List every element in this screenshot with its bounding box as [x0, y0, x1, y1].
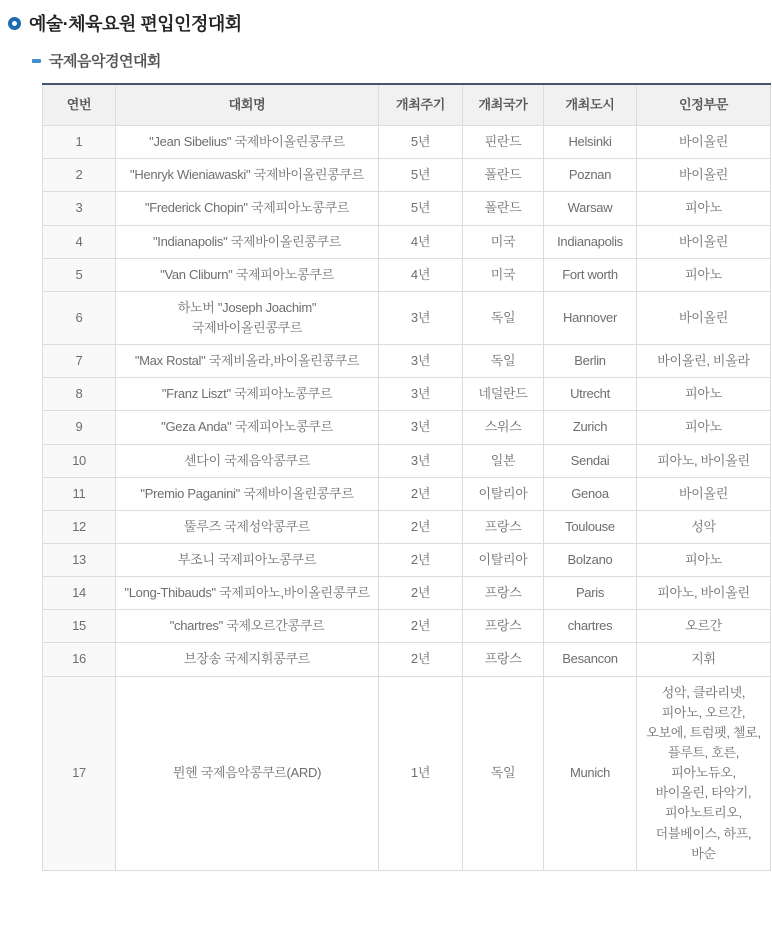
cell-cycle: 4년 [379, 258, 463, 291]
cell-host-country: 핀란드 [463, 126, 544, 159]
cell-no: 5 [43, 258, 116, 291]
table-row [43, 225, 771, 258]
cell-recognized-field: 피아노 [637, 543, 771, 576]
cell-competition-name: "Indianapolis" 국제바이올린콩쿠르 [116, 225, 379, 258]
table-row [43, 126, 771, 159]
cell-recognized-field: 피아노 [637, 378, 771, 411]
table-row [43, 345, 771, 378]
table-row [43, 444, 771, 477]
cell-competition-name: 부조니 국제피아노콩쿠르 [116, 543, 379, 576]
cell-host-country: 프랑스 [463, 610, 544, 643]
cell-host-country: 폴란드 [463, 192, 544, 225]
cell-cycle: 5년 [379, 159, 463, 192]
cell-recognized-field: 성악 [637, 510, 771, 543]
cell-cycle: 3년 [379, 378, 463, 411]
cell-host-city: Warsaw [544, 192, 637, 225]
cell-no: 14 [43, 577, 116, 610]
section-title-row [0, 0, 772, 36]
cell-no: 9 [43, 411, 116, 444]
competitions-table [42, 83, 771, 871]
cell-cycle: 2년 [379, 610, 463, 643]
cell-host-city: Helsinki [544, 126, 637, 159]
table-body [43, 126, 771, 871]
cell-competition-name: "Long-Thibauds" 국제피아노,바이올린콩쿠르 [116, 577, 379, 610]
table-row [43, 543, 771, 576]
subsection-title: 국제음악경연대회 [49, 53, 161, 70]
cell-no: 17 [43, 676, 116, 870]
cell-host-country: 이탈리아 [463, 477, 544, 510]
cell-no: 10 [43, 444, 116, 477]
cell-no: 12 [43, 510, 116, 543]
table-row [43, 411, 771, 444]
cell-recognized-field: 바이올린 [637, 126, 771, 159]
cell-competition-name: "Geza Anda" 국제피아노콩쿠르 [116, 411, 379, 444]
cell-cycle: 3년 [379, 345, 463, 378]
cell-competition-name: "chartres" 국제오르간콩쿠르 [116, 610, 379, 643]
cell-host-city: Utrecht [544, 378, 637, 411]
cell-host-city: Hannover [544, 291, 637, 344]
cell-host-city: Zurich [544, 411, 637, 444]
cell-host-city: Genoa [544, 477, 637, 510]
cell-competition-name: 뮌헨 국제음악콩쿠르(ARD) [116, 676, 379, 870]
page-title: 예술·체육요원 편입인정대회 [29, 14, 242, 34]
cell-competition-name: 하노버 "Joseph Joachim" 국제바이올린콩쿠르 [116, 291, 379, 344]
cell-recognized-field: 피아노 [637, 192, 771, 225]
cell-recognized-field: 피아노, 바이올린 [637, 577, 771, 610]
cell-recognized-field: 바이올린, 비올라 [637, 345, 771, 378]
table-row [43, 676, 771, 870]
cell-host-city: Paris [544, 577, 637, 610]
cell-host-country: 독일 [463, 345, 544, 378]
column-header-recognized-field: 인정부문 [637, 84, 771, 126]
competitions-table-wrap [42, 83, 770, 871]
cell-host-country: 네덜란드 [463, 378, 544, 411]
table-row [43, 291, 771, 344]
cell-host-city: Besancon [544, 643, 637, 676]
table-row [43, 477, 771, 510]
cell-recognized-field: 지휘 [637, 643, 771, 676]
cell-competition-name: 브장송 국제지휘콩쿠르 [116, 643, 379, 676]
cell-recognized-field: 피아노 [637, 411, 771, 444]
cell-no: 6 [43, 291, 116, 344]
cell-host-country: 독일 [463, 291, 544, 344]
circle-bullet-icon [8, 17, 21, 30]
cell-recognized-field: 피아노 [637, 258, 771, 291]
cell-host-city: Poznan [544, 159, 637, 192]
cell-cycle: 2년 [379, 643, 463, 676]
cell-host-country: 프랑스 [463, 643, 544, 676]
cell-competition-name: 센다이 국제음악콩쿠르 [116, 444, 379, 477]
table-header-row [43, 84, 771, 126]
cell-host-city: Fort worth [544, 258, 637, 291]
cell-cycle: 2년 [379, 543, 463, 576]
cell-competition-name: 뚤루즈 국제성악콩쿠르 [116, 510, 379, 543]
column-header-cycle: 개최주기 [379, 84, 463, 126]
cell-cycle: 3년 [379, 291, 463, 344]
cell-recognized-field: 성악, 클라리넷, 피아노, 오르간, 오보에, 트럼펫, 첼로, 플루트, 호른, 피아노듀오, 바이올린, 타악기, 피아노트리오, 더블베이스, 하프, 바순 [637, 676, 771, 870]
cell-cycle: 1년 [379, 676, 463, 870]
cell-no: 3 [43, 192, 116, 225]
cell-cycle: 3년 [379, 411, 463, 444]
table-row [43, 577, 771, 610]
cell-cycle: 5년 [379, 126, 463, 159]
cell-competition-name: "Henryk Wieniawaski" 국제바이올린콩쿠르 [116, 159, 379, 192]
cell-competition-name: "Franz Liszt" 국제피아노콩쿠르 [116, 378, 379, 411]
cell-host-city: Toulouse [544, 510, 637, 543]
cell-host-country: 프랑스 [463, 577, 544, 610]
cell-host-country: 폴란드 [463, 159, 544, 192]
table-row [43, 510, 771, 543]
cell-host-country: 프랑스 [463, 510, 544, 543]
column-header-competition-name: 대회명 [116, 84, 379, 126]
cell-no: 8 [43, 378, 116, 411]
column-header-host-city: 개최도시 [544, 84, 637, 126]
cell-competition-name: "Max Rostal" 국제비올라,바이올린콩쿠르 [116, 345, 379, 378]
cell-recognized-field: 바이올린 [637, 477, 771, 510]
cell-host-city: Bolzano [544, 543, 637, 576]
cell-cycle: 3년 [379, 444, 463, 477]
cell-cycle: 2년 [379, 477, 463, 510]
cell-host-city: Sendai [544, 444, 637, 477]
table-row [43, 378, 771, 411]
table-row [43, 192, 771, 225]
cell-no: 1 [43, 126, 116, 159]
cell-recognized-field: 바이올린 [637, 159, 771, 192]
cell-cycle: 4년 [379, 225, 463, 258]
cell-recognized-field: 바이올린 [637, 291, 771, 344]
cell-host-country: 스위스 [463, 411, 544, 444]
table-row [43, 643, 771, 676]
subsection-title-row [0, 36, 772, 71]
table-row [43, 258, 771, 291]
cell-host-country: 미국 [463, 258, 544, 291]
cell-recognized-field: 오르간 [637, 610, 771, 643]
cell-host-city: chartres [544, 610, 637, 643]
cell-competition-name: "Premio Paganini" 국제바이올린콩쿠르 [116, 477, 379, 510]
table-row [43, 610, 771, 643]
cell-no: 7 [43, 345, 116, 378]
cell-cycle: 2년 [379, 577, 463, 610]
cell-no: 16 [43, 643, 116, 676]
cell-no: 4 [43, 225, 116, 258]
cell-host-city: Indianapolis [544, 225, 637, 258]
cell-host-city: Munich [544, 676, 637, 870]
cell-host-city: Berlin [544, 345, 637, 378]
cell-recognized-field: 바이올린 [637, 225, 771, 258]
cell-no: 13 [43, 543, 116, 576]
cell-competition-name: "Van Cliburn" 국제피아노콩쿠르 [116, 258, 379, 291]
cell-competition-name: "Frederick Chopin" 국제피아노콩쿠르 [116, 192, 379, 225]
cell-cycle: 2년 [379, 510, 463, 543]
cell-recognized-field: 피아노, 바이올린 [637, 444, 771, 477]
cell-host-country: 이탈리아 [463, 543, 544, 576]
column-header-host-country: 개최국가 [463, 84, 544, 126]
cell-cycle: 5년 [379, 192, 463, 225]
cell-host-country: 미국 [463, 225, 544, 258]
cell-no: 15 [43, 610, 116, 643]
column-header-no: 연번 [43, 84, 116, 126]
cell-no: 11 [43, 477, 116, 510]
cell-host-country: 일본 [463, 444, 544, 477]
cell-no: 2 [43, 159, 116, 192]
cell-competition-name: "Jean Sibelius" 국제바이올린콩쿠르 [116, 126, 379, 159]
table-row [43, 159, 771, 192]
cell-host-country: 독일 [463, 676, 544, 870]
dash-bullet-icon [32, 59, 41, 63]
